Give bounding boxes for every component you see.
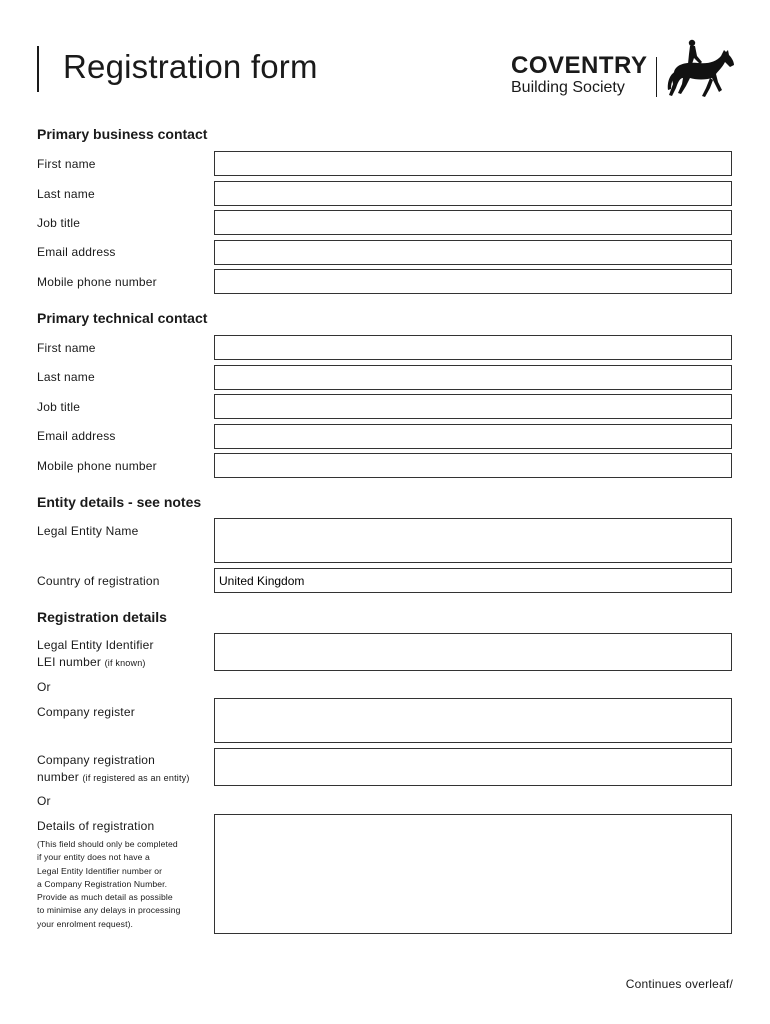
label-business-first-name: First name [37, 157, 96, 171]
label-crn-line2 [37, 768, 190, 787]
continues-overleaf-text: Continues overleaf/ [625, 977, 733, 991]
business-mobile-input[interactable] [214, 269, 732, 294]
business-last-name-input[interactable] [214, 181, 732, 206]
logo-subtitle: Building Society [511, 79, 625, 96]
company-registration-number-input[interactable] [214, 748, 732, 786]
technical-job-title-input[interactable] [214, 394, 732, 419]
label-lei-number: LEI number [37, 655, 102, 669]
note-line: (This field should only be completed [37, 839, 178, 849]
label-legal-entity-name: Legal Entity Name [37, 524, 139, 538]
technical-first-name-input[interactable] [214, 335, 732, 360]
technical-mobile-input[interactable] [214, 453, 732, 478]
label-lei-line1: Legal Entity Identifier [37, 638, 154, 652]
logo-wordmark: COVENTRY [511, 52, 648, 79]
note-line: Legal Entity Identifier number or [37, 865, 163, 876]
label-technical-first-name: First name [37, 341, 96, 355]
note-line: if your entity does not have a [37, 852, 150, 863]
label-crn-number: number [37, 770, 79, 784]
horse-rider-icon [666, 38, 736, 100]
lei-number-input[interactable] [214, 633, 732, 671]
country-of-registration-input[interactable] [214, 568, 732, 593]
label-lei-line2 [37, 653, 146, 672]
logo-divider [656, 57, 657, 97]
label-technical-job-title: Job title [37, 400, 81, 414]
label-country-of-registration: Country of registration [37, 574, 160, 588]
section-heading-entity-details: Entity details - see notes [37, 494, 202, 510]
label-business-mobile: Mobile phone number [37, 275, 157, 289]
technical-last-name-input[interactable] [214, 365, 732, 390]
title-accent-bar [37, 46, 39, 92]
note-line: your enrolment request). [37, 918, 134, 929]
note-line: to minimise any delays in processing [37, 905, 181, 916]
technical-email-input[interactable] [214, 424, 732, 449]
label-or-1: Or [37, 680, 51, 694]
business-job-title-input[interactable] [214, 210, 732, 235]
label-technical-email: Email address [37, 429, 116, 443]
details-of-registration-input[interactable] [214, 814, 732, 934]
label-company-register: Company register [37, 705, 135, 719]
legal-entity-name-input[interactable] [214, 518, 732, 563]
section-heading-technical-contact: Primary technical contact [37, 310, 208, 326]
section-heading-business-contact: Primary business contact [37, 126, 208, 142]
label-crn-line1: Company registration [37, 753, 156, 767]
label-business-email: Email address [37, 245, 116, 259]
business-email-input[interactable] [214, 240, 732, 265]
section-heading-registration-details: Registration details [37, 609, 167, 625]
details-of-registration-note [37, 838, 212, 931]
lei-hint: (if known) [104, 658, 146, 668]
label-business-job-title: Job title [37, 216, 81, 230]
label-or-2: Or [37, 794, 51, 808]
brand-logo [511, 38, 735, 100]
label-business-last-name: Last name [37, 187, 95, 201]
label-details-of-registration: Details of registration [37, 819, 155, 833]
label-technical-mobile: Mobile phone number [37, 459, 157, 473]
company-register-input[interactable] [214, 698, 732, 743]
note-line: Provide as much detail as possible [37, 892, 173, 903]
crn-hint: (if registered as an entity) [82, 773, 190, 783]
label-technical-last-name: Last name [37, 370, 95, 384]
note-line: a Company Registration Number. [37, 878, 168, 889]
page-title: Registration form [63, 48, 318, 85]
business-first-name-input[interactable] [214, 151, 732, 176]
